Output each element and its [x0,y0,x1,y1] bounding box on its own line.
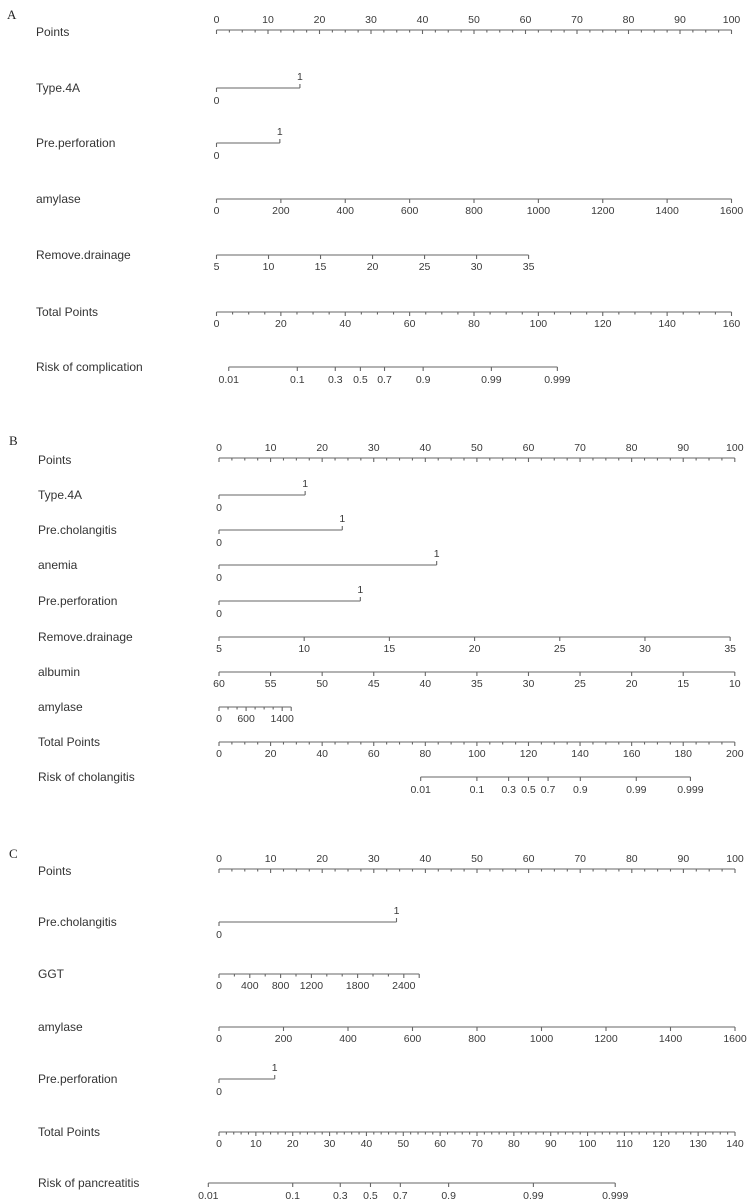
risk-tick-label: 0.1 [289,374,305,386]
tick-label: 40 [316,748,329,760]
row-label: Total Points [36,305,99,319]
panel-letter: C [9,846,18,861]
tick-label: 60 [367,748,380,760]
tick-label: 35 [724,643,737,655]
tick-label: 1000 [526,205,551,217]
panel-letter: B [9,433,18,448]
tick-label: 60 [213,678,225,690]
tick-label: 1400 [658,1033,683,1045]
tick-label: 80 [508,1138,520,1150]
tick-label: 800 [465,205,483,217]
row-label: Pre.perforation [38,1072,118,1086]
tick-label: 1400 [270,713,294,725]
level-label-0: 0 [216,572,222,584]
row-label: Remove.drainage [36,248,131,262]
tick-label: 600 [403,1033,422,1045]
risk-tick-label: 0.999 [677,784,704,796]
tick-label: 1400 [655,205,679,217]
row-label: albumin [38,665,81,679]
tick-label: 90 [674,14,686,26]
tick-label: 600 [400,205,419,217]
tick-label: 0 [216,442,222,454]
tick-label: 80 [625,853,638,865]
tick-label: 0 [216,853,222,865]
tick-label: 25 [418,261,431,273]
level-label-0: 0 [216,1086,222,1098]
level-label-1: 1 [276,126,283,138]
tick-label: 20 [625,678,638,690]
level-label-0: 0 [216,608,222,620]
risk-tick-label: 0.7 [540,784,556,796]
tick-label: 40 [416,14,429,26]
tick-label: 80 [625,442,638,454]
row-label: Risk of pancreatitis [38,1176,140,1190]
row-label: Points [38,453,72,467]
tick-label: 20 [316,853,329,865]
row-label: Pre.cholangitis [38,915,117,929]
risk-tick-label: 0.9 [441,1190,456,1202]
tick-label: 30 [522,678,535,690]
tick-label: 200 [272,205,290,217]
risk-tick-label: 0.5 [353,374,368,386]
tick-label: 10 [264,853,277,865]
tick-label: 5 [213,261,220,273]
tick-label: 0 [216,748,222,760]
tick-label: 120 [519,748,538,760]
row-label: Type.4A [38,488,83,502]
tick-label: 25 [574,678,586,690]
tick-label: 30 [639,643,651,655]
risk-tick-label: 0.99 [626,784,647,796]
row-label: Remove.drainage [38,630,133,644]
tick-label: 10 [298,643,311,655]
tick-label: 0 [213,14,220,26]
risk-tick-label: 0.3 [332,1190,348,1202]
tick-label: 0 [216,713,222,725]
tick-label: 600 [237,713,255,725]
tick-label: 0 [216,1033,222,1045]
tick-label: 90 [677,442,690,454]
tick-label: 100 [578,1138,597,1150]
tick-label: 60 [522,853,535,865]
tick-label: 800 [271,980,290,992]
level-label-0: 0 [216,537,222,549]
tick-label: 800 [468,1033,486,1045]
tick-label: 30 [470,261,483,273]
level-label-1: 1 [271,1062,278,1074]
tick-label: 30 [367,442,380,454]
level-label-1: 1 [302,478,309,490]
risk-tick-label: 0.999 [544,374,571,386]
tick-label: 10 [262,14,274,26]
tick-label: 1000 [529,1033,554,1045]
risk-tick-label: 0.1 [285,1190,301,1202]
tick-label: 140 [658,318,676,330]
tick-label: 20 [468,643,481,655]
tick-label: 30 [323,1138,336,1150]
row-label: GGT [38,967,64,981]
tick-label: 10 [728,678,741,690]
level-label-0: 0 [213,95,220,107]
tick-label: 400 [336,205,355,217]
risk-tick-label: 0.999 [602,1190,629,1202]
tick-label: 50 [316,678,329,690]
row-label: Points [38,864,72,878]
tick-label: 15 [677,678,690,690]
tick-label: 40 [339,318,352,330]
tick-label: 30 [367,853,380,865]
tick-label: 100 [726,853,744,865]
risk-tick-label: 0.3 [327,374,343,386]
tick-label: 35 [471,678,483,690]
risk-tick-label: 0.3 [501,784,516,796]
tick-label: 70 [471,1138,483,1150]
row-label: amylase [36,192,81,206]
tick-label: 20 [313,14,326,26]
tick-label: 160 [722,318,741,330]
row-label: Points [36,25,70,39]
tick-label: 40 [360,1138,373,1150]
tick-label: 100 [468,748,486,760]
risk-tick-label: 0.7 [377,374,392,386]
tick-label: 2400 [392,980,416,992]
risk-tick-label: 0.99 [523,1190,544,1202]
tick-label: 30 [365,14,377,26]
tick-label: 90 [544,1138,557,1150]
tick-label: 55 [264,678,277,690]
tick-label: 40 [419,678,432,690]
risk-tick-label: 0.01 [198,1190,219,1202]
risk-tick-label: 0.1 [469,784,485,796]
tick-label: 40 [419,442,432,454]
tick-label: 1800 [345,980,370,992]
row-label: Pre.cholangitis [38,523,117,537]
tick-label: 20 [264,748,277,760]
tick-label: 60 [519,14,532,26]
tick-label: 120 [652,1138,671,1150]
tick-label: 0 [216,1138,222,1150]
row-label: Pre.perforation [36,136,116,150]
tick-label: 90 [677,853,690,865]
tick-label: 400 [241,980,259,992]
tick-label: 50 [471,442,483,454]
tick-label: 45 [367,678,380,690]
panel-letter: A [7,7,17,22]
tick-label: 200 [726,748,744,760]
risk-tick-label: 0.9 [573,784,588,796]
tick-label: 70 [571,14,583,26]
tick-label: 60 [434,1138,446,1150]
risk-tick-label: 0.9 [415,374,431,386]
tick-label: 20 [366,261,379,273]
level-label-1: 1 [339,513,346,525]
tick-label: 180 [674,748,692,760]
tick-label: 1600 [719,205,744,217]
row-label: amylase [38,700,83,714]
tick-label: 0 [213,205,220,217]
tick-label: 50 [397,1138,410,1150]
level-label-1: 1 [297,71,303,83]
tick-label: 10 [262,261,275,273]
level-label-0: 0 [213,150,220,162]
risk-tick-label: 0.7 [393,1190,408,1202]
tick-label: 140 [726,1138,744,1150]
row-label: Total Points [38,1125,101,1139]
tick-label: 100 [722,14,741,26]
level-label-1: 1 [393,905,400,917]
tick-label: 25 [553,643,566,655]
tick-label: 160 [622,748,641,760]
row-label: Risk of cholangitis [38,770,135,784]
tick-label: 1600 [723,1033,747,1045]
tick-label: 70 [574,853,587,865]
tick-label: 70 [574,442,586,454]
tick-label: 50 [468,14,480,26]
tick-label: 200 [274,1033,293,1045]
tick-label: 20 [316,442,329,454]
tick-label: 35 [522,261,535,273]
risk-tick-label: 0.5 [363,1190,378,1202]
tick-label: 100 [726,442,744,454]
tick-label: 15 [314,261,327,273]
tick-label: 1200 [299,980,324,992]
tick-label: 20 [286,1138,299,1150]
tick-label: 1200 [591,205,615,217]
row-label: Type.4A [36,81,81,95]
row-label: Pre.perforation [38,594,118,608]
row-label: Risk of complication [36,360,143,374]
tick-label: 120 [593,318,612,330]
tick-label: 130 [689,1138,707,1150]
risk-tick-label: 0.5 [521,784,536,796]
tick-label: 1200 [594,1033,618,1045]
row-label: amylase [38,1020,83,1034]
level-label-0: 0 [216,502,222,514]
risk-tick-label: 0.01 [410,784,431,796]
tick-label: 20 [275,318,287,330]
tick-label: 400 [339,1033,357,1045]
row-label: Total Points [38,735,101,749]
row-label: anemia [38,558,78,572]
tick-label: 110 [616,1138,633,1150]
tick-label: 80 [419,748,432,760]
tick-label: 80 [468,318,480,330]
tick-label: 100 [529,318,548,330]
tick-label: 5 [216,643,222,655]
tick-label: 60 [403,318,416,330]
tick-label: 50 [471,853,483,865]
level-label-0: 0 [216,929,222,941]
tick-label: 10 [250,1138,262,1150]
tick-label: 0 [216,980,222,992]
risk-tick-label: 0.01 [218,374,239,386]
tick-label: 40 [419,853,432,865]
risk-tick-label: 0.99 [481,374,502,386]
level-label-1: 1 [357,584,364,596]
tick-label: 140 [571,748,589,760]
level-label-1: 1 [433,548,440,560]
tick-label: 10 [264,442,277,454]
tick-label: 0 [213,318,220,330]
tick-label: 80 [622,14,635,26]
tick-label: 15 [383,643,396,655]
tick-label: 60 [522,442,535,454]
